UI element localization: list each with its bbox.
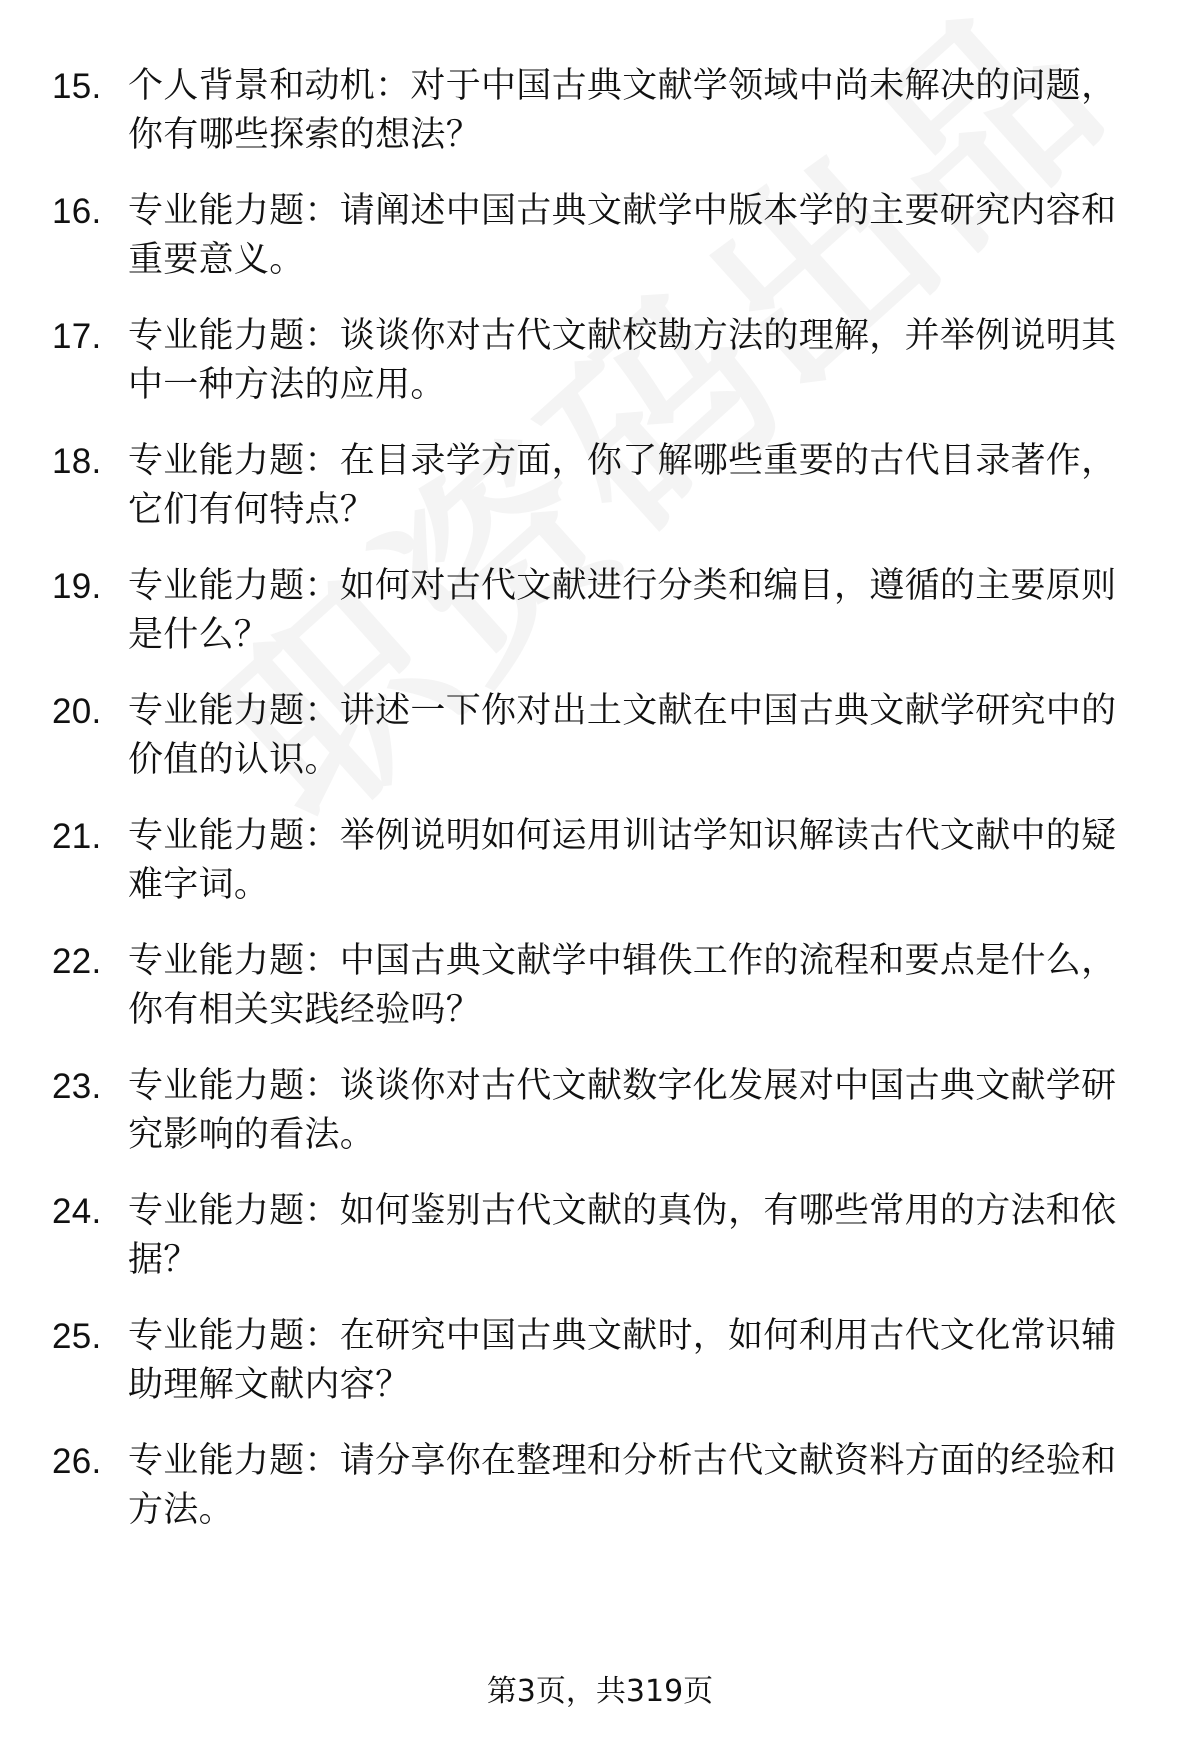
question-text: 专业能力题：在目录学方面，你了解哪些重要的古代目录著作，它们有何特点？ [128, 441, 1117, 530]
question-text: 专业能力题：如何鉴别古代文献的真伪，有哪些常用的方法和依据？ [128, 1191, 1117, 1280]
question-number: 17. [52, 317, 102, 356]
list-item [0, 62, 1200, 160]
question-number: 19. [52, 567, 102, 606]
question-text: 专业能力题：谈谈你对古代文献数字化发展对中国古典文献学研究影响的看法。 [128, 1066, 1117, 1155]
list-item [0, 437, 1200, 535]
question-number: 15. [52, 67, 102, 106]
list-item [0, 937, 1200, 1035]
question-text: 专业能力题：如何对古代文献进行分类和编目，遵循的主要原则是什么？ [128, 566, 1117, 655]
question-number: 20. [52, 692, 102, 731]
question-number: 23. [52, 1067, 102, 1106]
question-text: 专业能力题：请分享你在整理和分析古代文献资料方面的经验和方法。 [128, 1441, 1117, 1530]
question-text: 专业能力题：中国古典文献学中辑佚工作的流程和要点是什么，你有相关实践经验吗？ [128, 941, 1117, 1030]
question-text: 专业能力题：谈谈你对古代文献校勘方法的理解，并举例说明其中一种方法的应用。 [128, 316, 1117, 405]
list-item [0, 562, 1200, 660]
question-number: 16. [52, 192, 102, 231]
question-text: 专业能力题：在研究中国古典文献时，如何利用古代文化常识辅助理解文献内容？ [128, 1316, 1117, 1405]
list-item [0, 812, 1200, 910]
question-text: 专业能力题：讲述一下你对出土文献在中国古典文献学研究中的价值的认识。 [128, 691, 1117, 780]
question-number: 24. [52, 1192, 102, 1231]
list-item [0, 1062, 1200, 1160]
question-text: 专业能力题：举例说明如何运用训诂学知识解读古代文献中的疑难字词。 [128, 816, 1117, 905]
question-text: 专业能力题：请阐述中国古典文献学中版本学的主要研究内容和重要意义。 [128, 191, 1117, 280]
page-footer: 第3页，共319页 [486, 1674, 714, 1709]
list-item [0, 1312, 1200, 1410]
list-item [0, 1187, 1200, 1285]
list-item [0, 687, 1200, 785]
question-text: 个人背景和动机：对于中国古典文献学领域中尚未解决的问题，你有哪些探索的想法？ [128, 66, 1117, 155]
list-item [0, 1437, 1200, 1535]
question-number: 21. [52, 817, 102, 856]
list-item [0, 187, 1200, 285]
question-number: 26. [52, 1442, 102, 1481]
question-number: 25. [52, 1317, 102, 1356]
question-list [0, 62, 1200, 1535]
question-number: 18. [52, 442, 102, 481]
list-item [0, 312, 1200, 410]
question-number: 22. [52, 942, 102, 981]
